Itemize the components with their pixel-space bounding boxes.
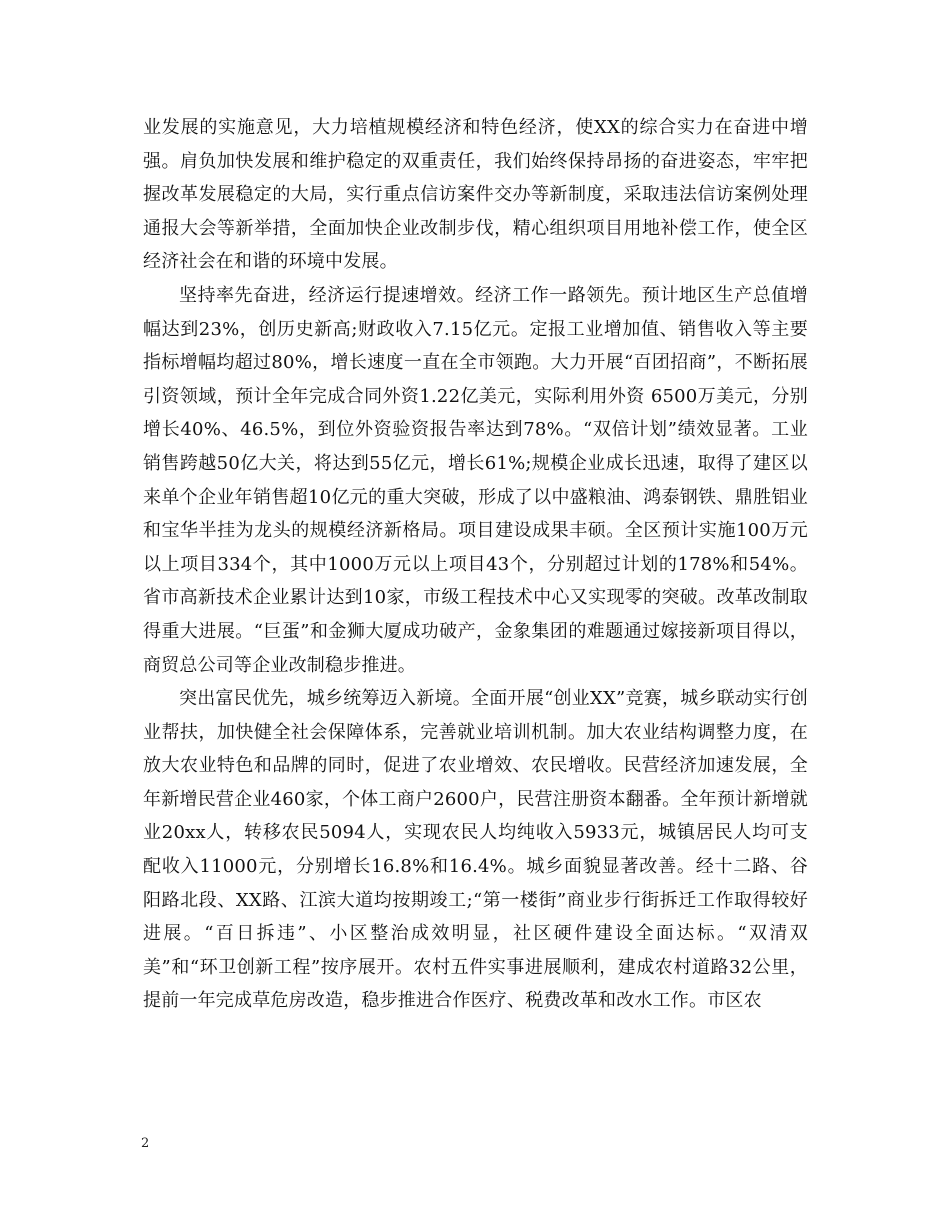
- page-number: 2: [141, 1136, 150, 1151]
- document-body: [143, 111, 808, 1018]
- paragraph-2: 坚持率先奋进，经济运行提速增效。经济工作一路领先。预计地区生产总值增幅达到23%，创历史新高;财政收入7.15亿元。定报工业增加值、销售收入等主要指标增幅均超过80%，增长速度一直在全市领跑。大力开展“百团招商”，不断拓展引资领域，预计全年完成合同外资1.22亿美元，实际利用外资 6500万美元，分别增长40%、46.5%，到位外资验资报告率达到78%。“双倍计划”绩效显著。工业销售跨越50亿大关，将达到55亿元，增长61%;规模企业成长迅速，取得了建区以来单个企业年销售超10亿元的重大突破，形成了以中盛粮油、鸿泰钢铁、鼎胜铝业和宝华半挂为龙头的规模经济新格局。项目建设成果丰硕。全区预计实施100万元以上项目334个，其中1000万元以上项目43个，分别超过计划的178%和54%。省市高新技术企业累计达到10家，市级工程技术中心又实现零的突破。改革改制取得重大进展。“巨蛋”和金狮大厦成功破产，金象集团的难题通过嫁接新项目得以，商贸总公司等企业改制稳步推进。: [143, 284, 808, 676]
- paragraph-1: 业发展的实施意见，大力培植规模经济和特色经济，使XX的综合实力在奋进中增强。肩负加快发展和维护稳定的双重责任，我们始终保持昂扬的奋进姿态，牢牢把握改革发展稳定的大局，实行重点信访案件交办等新制度，采取违法信访案例处理通报大会等新举措，全面加快企业改制步伐，精心组织项目用地补偿工作，使全区经济社会在和谐的环境中发展。: [143, 117, 808, 273]
- paragraph-3: 突出富民优先，城乡统筹迈入新境。全面开展“创业XX”竞赛，城乡联动实行创业帮扶，加快健全社会保障体系，完善就业培训机制。加大农业结构调整力度，在放大农业特色和品牌的同时，促进了农业增效、农民增收。民营经济加速发展，全年新增民营企业460家，个体工商户2600户，民营注册资本翻番。全年预计新增就业20xx人，转移农民5094人，实现农民人均纯收入5933元，城镇居民人均可支配收入11000元，分别增长16.8%和16.4%。城乡面貌显著改善。经十二路、谷阳路北段、XX路、江滨大道均按期竣工;“第一楼街”商业步行街拆迁工作取得较好进展。“百日拆违”、小区整治成效明显，社区硬件建设全面达标。“双清双美”和“环卫创新工程”按序展开。农村五件实事进展顺利，建成农村道路32公里，提前一年完成草危房改造，稳步推进合作医疗、税费改革和改水工作。市区农: [143, 688, 808, 1012]
